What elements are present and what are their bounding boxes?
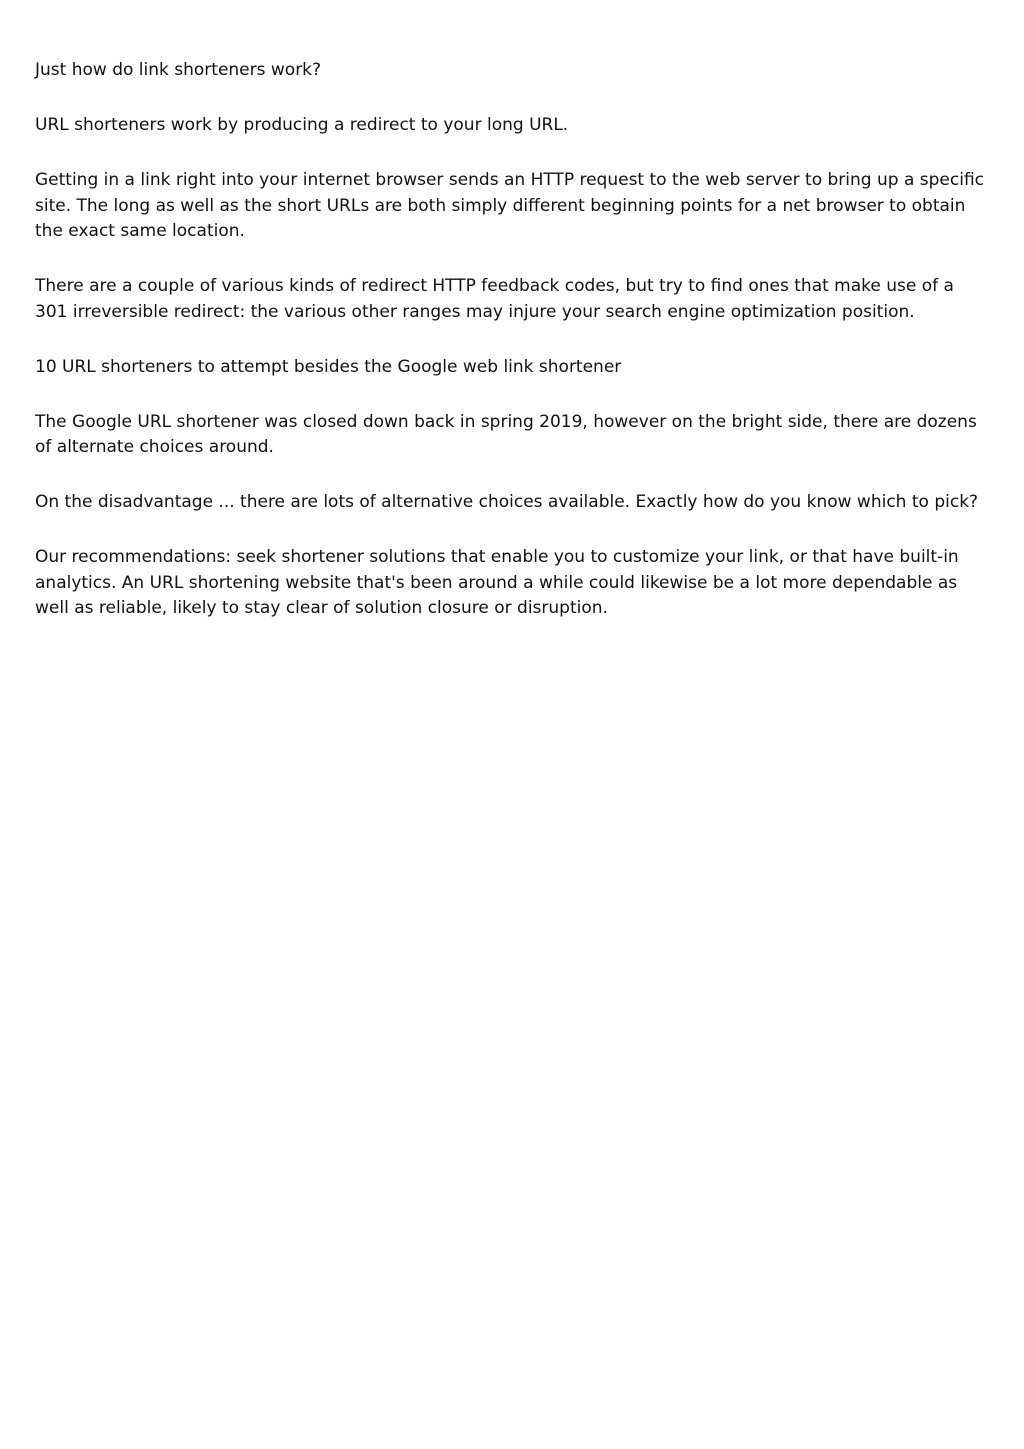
paragraph: On the disadvantage ... there are lots of alternative choices available. Exactly how do you know which to pick? (35, 492, 979, 512)
paragraph: Getting in a link right into your internet browser sends an HTTP request to the web server to bring up a specific site. The long as well as the short URLs are both simply different beginning points for a net browser to obtain the exact same location. (35, 170, 985, 241)
paragraph: The Google URL shortener was closed down back in spring 2019, however on the bright side, there are dozens of alternate choices around. (35, 411, 977, 457)
paragraph: URL shorteners work by producing a redirect to your long URL. (35, 115, 569, 135)
paragraph-subheading: 10 URL shorteners to attempt besides the Google web link shortener (35, 356, 622, 377)
paragraph-heading-question: Just how do link shorteners work? (35, 60, 322, 80)
paragraph: Our recommendations: seek shortener solutions that enable you to customize your link, or that have built-in analytics. An URL shortening website that's been around a while could likewise be a lot more dependable as well as reliable, likely to stay clear of solution closure or disruption. (35, 547, 959, 618)
paragraph: There are a couple of various kinds of redirect HTTP feedback codes, but try to find ones that make use of a 301 irreversible redirect: the various other ranges may injure your search engine optimization position. (35, 276, 954, 322)
document-body (35, 58, 990, 651)
